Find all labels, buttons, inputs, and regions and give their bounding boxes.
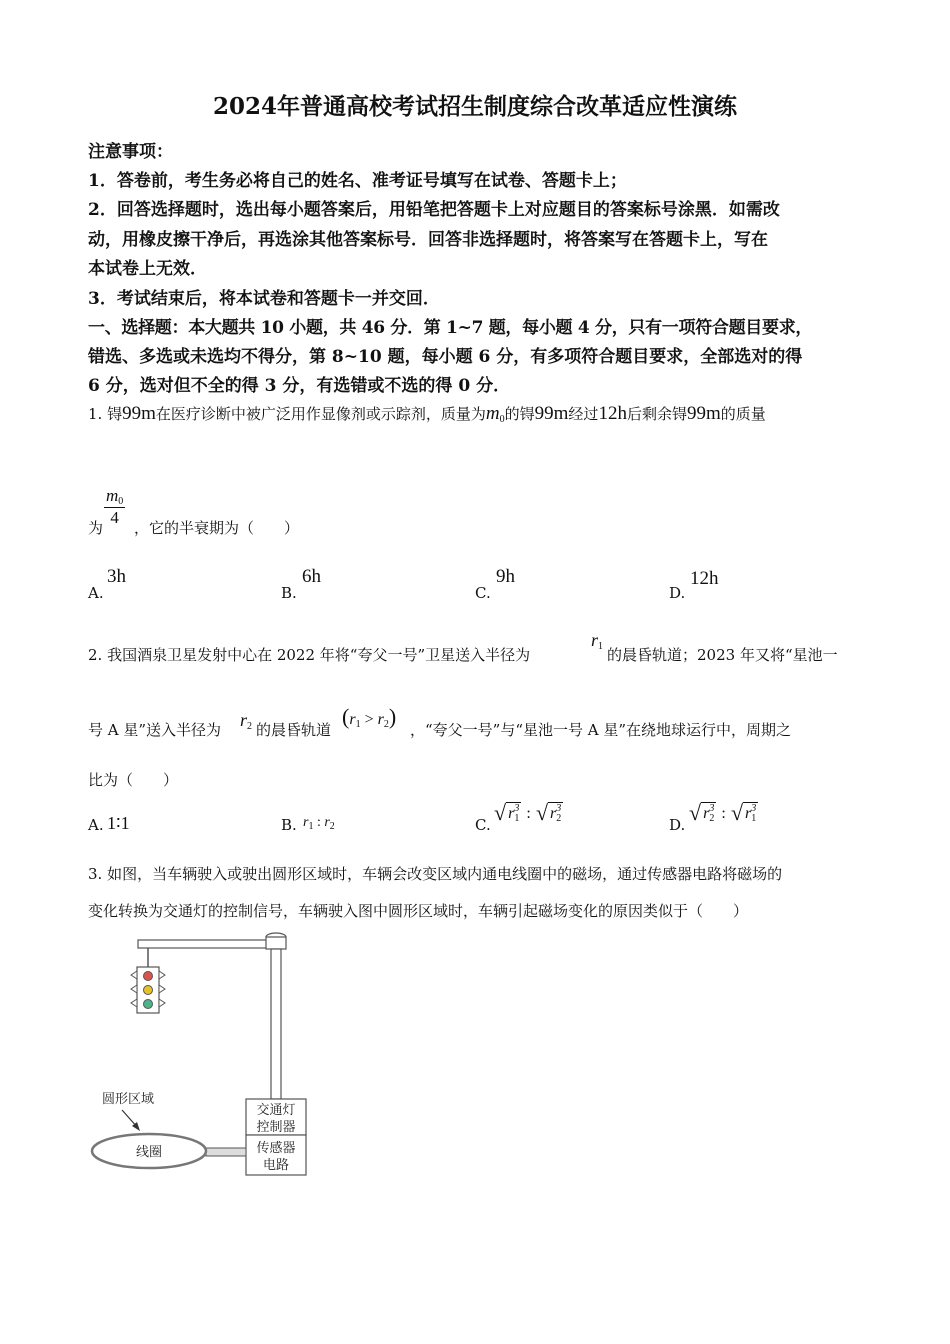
mass-symbol: m	[485, 403, 500, 424]
option-value[interactable]: √ $r_2^3$ : √ $r_1^3$	[689, 800, 757, 825]
q1-text: 的锝	[504, 405, 535, 423]
fraction-numerator: $m_0$	[106, 486, 124, 507]
fraction-m0-over-4	[104, 486, 125, 528]
option-label[interactable]: D.	[669, 816, 686, 834]
option-value[interactable]: $r_1$ : $r_2$	[303, 815, 335, 832]
option-label[interactable]: C.	[475, 584, 491, 602]
light-visor	[159, 985, 165, 993]
option-label[interactable]: C.	[475, 816, 491, 834]
coil-label: 线圈	[135, 1145, 163, 1160]
question-1-stem	[88, 403, 766, 425]
signal-arm	[138, 940, 278, 948]
radius-inequality: $(r_1 > r_2)$	[342, 704, 397, 730]
option-value[interactable]: √ $r_1^3$ : √ $r_2^3$	[494, 800, 562, 825]
fraction-denominator: 4	[110, 508, 119, 527]
option-value[interactable]: 6h	[302, 566, 321, 587]
option-value[interactable]: 1∶1	[107, 813, 130, 833]
q1-text: ，它的半衰期为（ ）	[134, 519, 300, 537]
time-value: 12h	[598, 403, 627, 424]
option-value[interactable]: 3h	[107, 566, 126, 587]
option-label[interactable]: B.	[281, 816, 297, 834]
radius-symbol-r2: $r_2$	[240, 710, 253, 732]
coil-wire	[206, 1148, 246, 1156]
notice-item: 2．回答选择题时，选出每小题答案后，用铅笔把答题卡上对应题目的答案标号涂黑．如需改	[88, 200, 780, 220]
q2-text: 比为（ ）	[88, 771, 179, 789]
q2-text: 的晨昏轨道	[256, 721, 332, 739]
notice-item: 3．考试结束后，将本试卷和答题卡一并交回．	[88, 289, 440, 309]
sqrt-expression: √ $r_1^3$	[730, 800, 757, 825]
light-visor	[159, 999, 165, 1007]
q2-text: ，“夸父一号”与“星池一号 A 星”在绕地球运行中，周期之	[410, 721, 792, 739]
question-3-stem: 变化转换为交通灯的控制信号，车辆驶入图中圆形区域时，车辆引起磁场变化的原因类似于（ ）	[88, 902, 749, 920]
red-light	[144, 972, 153, 981]
q1-text: 1. 锝	[88, 405, 123, 423]
q2-text: 号 A 星”送入半径为	[88, 721, 222, 739]
sqrt-expression: √ $r_2^3$	[535, 800, 562, 825]
sqrt-expression: √ $r_2^3$	[689, 800, 715, 825]
light-visor	[131, 971, 137, 979]
option-label[interactable]: B.	[281, 584, 297, 602]
option-label[interactable]: A.	[88, 584, 104, 602]
notice-item: 本试卷上无效．	[88, 259, 207, 279]
question-3-stem: 3. 如图，当车辆驶入或驶出圆形区域时，车辆会改变区域内通电线圈中的磁场，通过传感器电路将磁场的	[88, 865, 783, 883]
isotope-label: 99m	[686, 403, 721, 424]
controller-label: 控制器	[256, 1120, 296, 1135]
q1-text: 在医疗诊断中被广泛用作显像剂或示踪剂，质量为	[155, 405, 486, 423]
option-label[interactable]: D.	[669, 584, 686, 602]
controller-label: 交通灯	[256, 1103, 296, 1118]
notice-item: 动，用橡皮擦干净后，再选涂其他答案标号．回答非选择题时，将答案写在答题卡上，写在	[88, 230, 768, 250]
sqrt-expression: √ $r_1^3$	[494, 800, 520, 825]
option-value[interactable]: 9h	[496, 566, 515, 587]
light-visor	[131, 985, 137, 993]
sensor-label: 传感器	[256, 1141, 296, 1156]
signal-pole	[271, 949, 281, 1099]
notice-heading: 注意事项：	[88, 142, 173, 162]
isotope-label: 99m	[534, 403, 569, 424]
yellow-light	[144, 986, 153, 995]
section-instructions: 错选、多选或未选均不得分，第 8~10 题，每小题 6 分，有多项符合题目要求，全部选对的得	[88, 347, 803, 367]
option-value[interactable]: 12h	[690, 568, 719, 589]
q1-text: 的质量	[720, 405, 766, 423]
traffic-light-figure	[80, 925, 330, 1185]
question-2-stem: 2. 我国酒泉卫星发射中心在 2022 年将“夸父一号”卫星送入半径为	[88, 646, 531, 664]
section-instructions: 一、选择题：本大题共 10 小题，共 46 分．第 1~7 题，每小题 4 分，只有一项符合题目要求，	[88, 318, 813, 338]
pole-head	[266, 937, 286, 949]
radius-symbol-r1: $r_1$	[591, 630, 604, 652]
isotope-label: 99m	[122, 403, 156, 424]
green-light	[144, 1000, 153, 1009]
sensor-label: 电路	[262, 1158, 290, 1173]
area-label: 圆形区域	[101, 1092, 155, 1107]
light-visor	[159, 971, 165, 979]
option-label[interactable]: A.	[88, 816, 104, 834]
q1-text: 经过	[568, 405, 599, 423]
q1-text-wei: 为	[88, 519, 104, 537]
section-instructions: 6 分，选对但不全的得 3 分，有选错或不选的得 0 分．	[88, 376, 511, 396]
q2-text: 的晨昏轨道；2023 年又将“星池一	[607, 646, 838, 664]
page-title: 2024年普通高校考试招生制度综合改革适应性演练	[212, 93, 737, 120]
q1-text: 后剩余锝	[626, 405, 687, 423]
light-visor	[131, 999, 137, 1007]
notice-item: 1．答卷前，考生务必将自己的姓名、准考证号填写在试卷、答题卡上；	[88, 171, 627, 191]
mass-subscript: 0	[499, 414, 505, 425]
